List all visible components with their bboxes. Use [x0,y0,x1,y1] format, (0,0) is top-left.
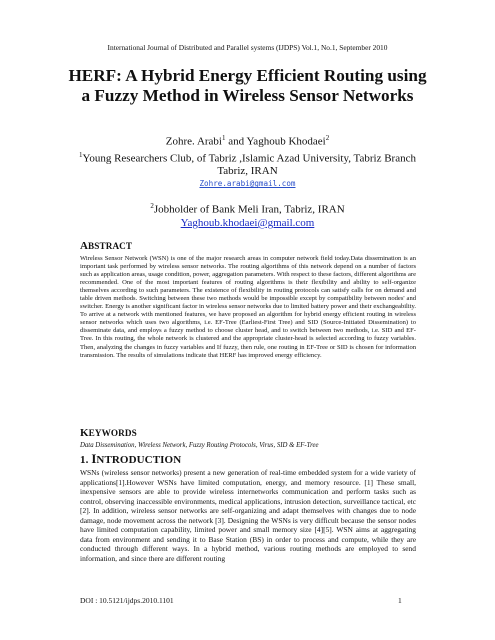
author-2-sup: 2 [325,134,330,142]
keywords-text: Data Dissemination, Wireless Network, Fuzzy Routing Protocols, Virus, SID & EF-Tree [80,442,319,449]
email-1-link[interactable]: Zohre.arabi@gmail.com [199,179,296,189]
page-number: 1 [398,596,402,605]
author-names [40,132,455,149]
author-1-sup: 1 [221,134,226,142]
introduction-heading [80,452,181,467]
author-2-name: Yaghoub Khodaei [246,135,326,148]
affiliation-2 [40,200,455,217]
abstract-text: Wireless Sensor Network (WSN) is one of the major research areas in computer network field today.Data dissemination is an important task performed by wireless sensor networks. The routing algorithms of this network depend on a number of factors such as application areas, usage condition, power, aggregation parameters. With respect to these factors, different algorithms are recommended. One of the most important features of routing algorithms is their flexibility and ability to self-organize themselves according to such parameters. The existence of flexibility in routing protocols can satisfy calls for on demand and table driven methods. Switching between these two methods would be impossible except by compatibility between nodes' and switcher. Energy is another significant factor in wireless sensor networks due to limited battery power and their exchangeability. To arrive at a network with mentioned features, we have proposed an algorithm for hybrid energy efficient routing in wireless sensor networks which uses two algorithms, i.e. EF-Tree (Earliest-First Tree) and SID (Source-Initiated Dissemination) to disseminate data, and employs a fuzzy method to choose cluster head, and to switch between two methods, i.e. SID and EF-Tree. In this routing, the whole network is clustered and the appropriate cluster-head is selected according to fuzzy variables. Then, analyzing the changes in fuzzy variables and If fuzzy, then rule, one routing in EF-Tree or SID is chosen for information transmission. The results of simulations indicate that HERF has improved energy efficiency. [80,255,416,359]
affiliation-1-sup: 1 [79,150,83,159]
introduction-number: 1. [80,454,92,466]
author-conjunction: and [225,135,247,148]
paper-title [40,66,455,106]
journal-running-header: International Journal of Distributed and Parallel systems (IJDPS) Vol.1, No.1, September 2010 [107,43,388,52]
author-1-name: Zohre. Arabi [165,135,222,148]
introduction-heading-rest: NTRODUCTION [96,454,182,466]
keywords-heading-cap: K [80,427,89,439]
introduction-text: WSNs (wireless sensor networks) present a new generation of real-time embedded system for a wide variety of applications[1].However WSNs have limited computation, energy, and memory resource. [1] These small, inexpensive sensors are able to provide wireless internetworks communication and perform tasks such as control, observing inaccessible environments, medical applications, intrusion detection, surveillance tactical, etc [2]. In addition, wireless sensor networks are self-organizing and adapt themselves with changes due to node damage, node movement across the network [3]. Designing the WSNs is very difficult because the sensor nodes have limited computation capability, limited power and small memory size [4][5]. WSN aims at aggregating data from environment and sending it to Base Station (BS) in order to process and compute, while they are conducted through different ways. In a hybrid method, various routing methods are employed to send information, and since there are different routing [80,468,416,563]
affiliation-1 [40,149,455,166]
abstract-heading-rest: BSTRACT [88,241,133,251]
authors-block [40,132,455,230]
abstract-heading-cap: A [80,240,89,252]
affiliation-1-text: Young Researchers Club, of Tabriz ,Islamic Azad University, Tabriz Branch [82,152,416,165]
title-line-2: a Fuzzy Method in Wireless Sensor Networks [81,86,414,105]
introduction-heading-cap: I [91,452,97,466]
keywords-heading [80,427,137,439]
keywords-heading-rest: EYWORDS [88,428,137,438]
abstract-heading [80,240,132,252]
affiliation-2-text: Jobholder of Bank Meli Iran, Tabriz, IRAN [153,203,345,216]
title-line-1: HERF: A Hybrid Energy Efficient Routing using [68,66,427,85]
affiliation-1-city: Tabriz, IRAN [217,165,278,178]
affiliation-2-sup: 2 [150,202,154,211]
footer-doi: DOI : 10.5121/ijdps.2010.1101 [80,596,174,605]
email-2-link[interactable]: Yaghoub.khodaei@gmail.com [180,216,315,229]
